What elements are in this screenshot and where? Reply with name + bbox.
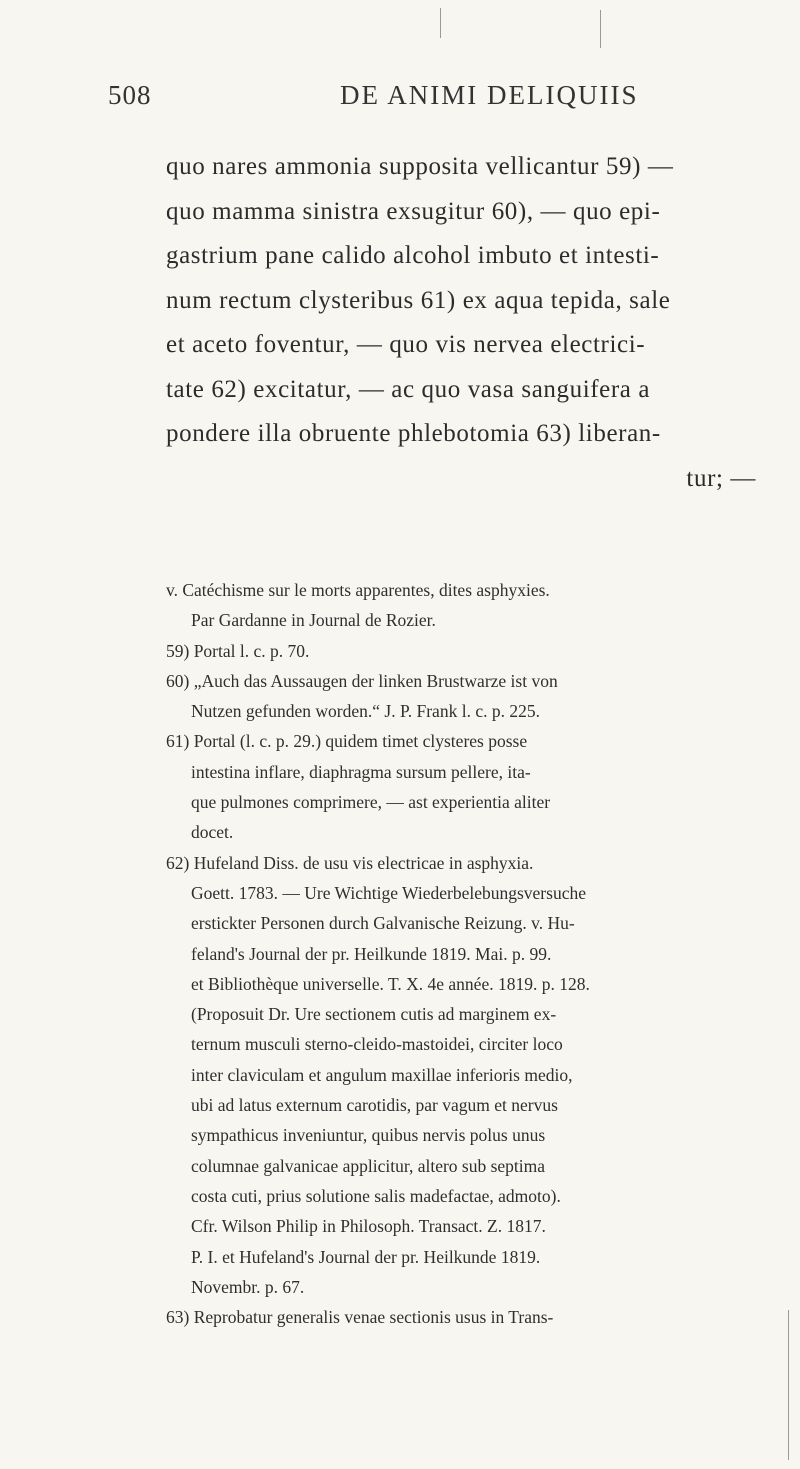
text-line: tate 62) excitatur, — ac quo vasa sanguifera a [166,375,651,403]
footnote-line: feland's Journal der pr. Heilkunde 1819. Mai. p. 99. [191,943,552,964]
footnote-62 [166,848,786,1302]
footnote-line: 61) Portal (l. c. p. 29.) quidem timet clysteres posse [166,731,528,752]
footnote-line: 62) Hufeland Diss. de usu vis electricae in asphyxia. [166,852,534,873]
text-line: pondere illa obruente phlebotomia 63) liberan- [166,420,661,447]
footnote-line: 63) Reprobatur generalis venae sectionis usus in Trans- [166,1307,554,1328]
text-line: quo nares ammonia supposita vellicantur 59) — [166,153,674,180]
running-head: DE ANIMI DELIQUIIS [340,80,639,110]
footnote-60 [166,666,786,727]
footnote-line: Nutzen gefunden worden.“ J. P. Frank l. c. p. 225. [191,701,540,722]
footnote-line: Par Gardanne in Journal de Rozier. [191,610,436,631]
footnote-line: P. I. et Hufeland's Journal der pr. Heilkunde 1819. [191,1246,541,1267]
footnote-59 [166,636,786,666]
page-edge-mark [440,8,441,38]
text-line: gastrium pane calido alcohol imbuto et intesti- [166,242,660,269]
footnote-line: 60) „Auch das Aussaugen der linken Brustwarze ist von [166,670,558,691]
text-line: num rectum clysteribus 61) ex aqua tepida, sale [166,286,671,314]
footnote-line: sympathicus inveniuntur, quibus nervis polus unus [191,1125,546,1146]
footnote-line: Novembr. p. 67. [191,1276,305,1297]
footnote-line: columnae galvanicae applicitur, altero sub septima [191,1155,546,1176]
footnote-line: que pulmones comprimere, — ast experientia aliter [191,792,551,813]
footnote-line: inter claviculam et angulum maxillae inferioris medio, [191,1064,573,1085]
footnote-line: 59) Portal l. c. p. 70. [166,640,310,661]
footnote-line: costa cuti, prius solutione salis madefactae, admoto). [191,1185,561,1206]
footnote-63 [166,1302,786,1332]
footnotes [166,575,786,1332]
page-header [0,80,800,120]
footnote-line: Goett. 1783. — Ure Wichtige Wiederbelebungsversuche [191,882,586,903]
footnote-line: docet. [191,822,234,843]
footnote-line: v. Catéchisme sur le morts apparentes, dites asphyxies. [166,580,550,600]
text-line: tur; — [686,464,756,492]
text-line: quo mamma sinistra exsugitur 60), — quo epi- [166,197,661,225]
footnote-line: intestina inflare, diaphragma sursum pellere, ita- [191,761,531,782]
main-text [166,145,786,501]
footnote-line: et Bibliothèque universelle. T. X. 4e année. 1819. p. 128. [191,973,590,994]
footnote-line: (Proposuit Dr. Ure sectionem cutis ad marginem ex- [191,1004,557,1025]
text-line: et aceto foventur, — quo vis nervea electrici- [166,331,646,358]
page-edge-mark [788,1310,789,1460]
footnote-line: ternum musculi sterno-cleido-mastoidei, circiter loco [191,1034,563,1055]
page-number: 508 [108,80,152,110]
footnote-line: ubi ad latus externum carotidis, par vagum et nervus [191,1095,558,1116]
footnote [166,575,786,636]
footnote-61 [166,726,786,847]
footnote-line: Cfr. Wilson Philip in Philosoph. Transact. Z. 1817. [191,1216,546,1237]
page-edge-mark [600,10,601,48]
footnote-line: erstickter Personen durch Galvanische Reizung. v. Hu- [191,913,575,934]
